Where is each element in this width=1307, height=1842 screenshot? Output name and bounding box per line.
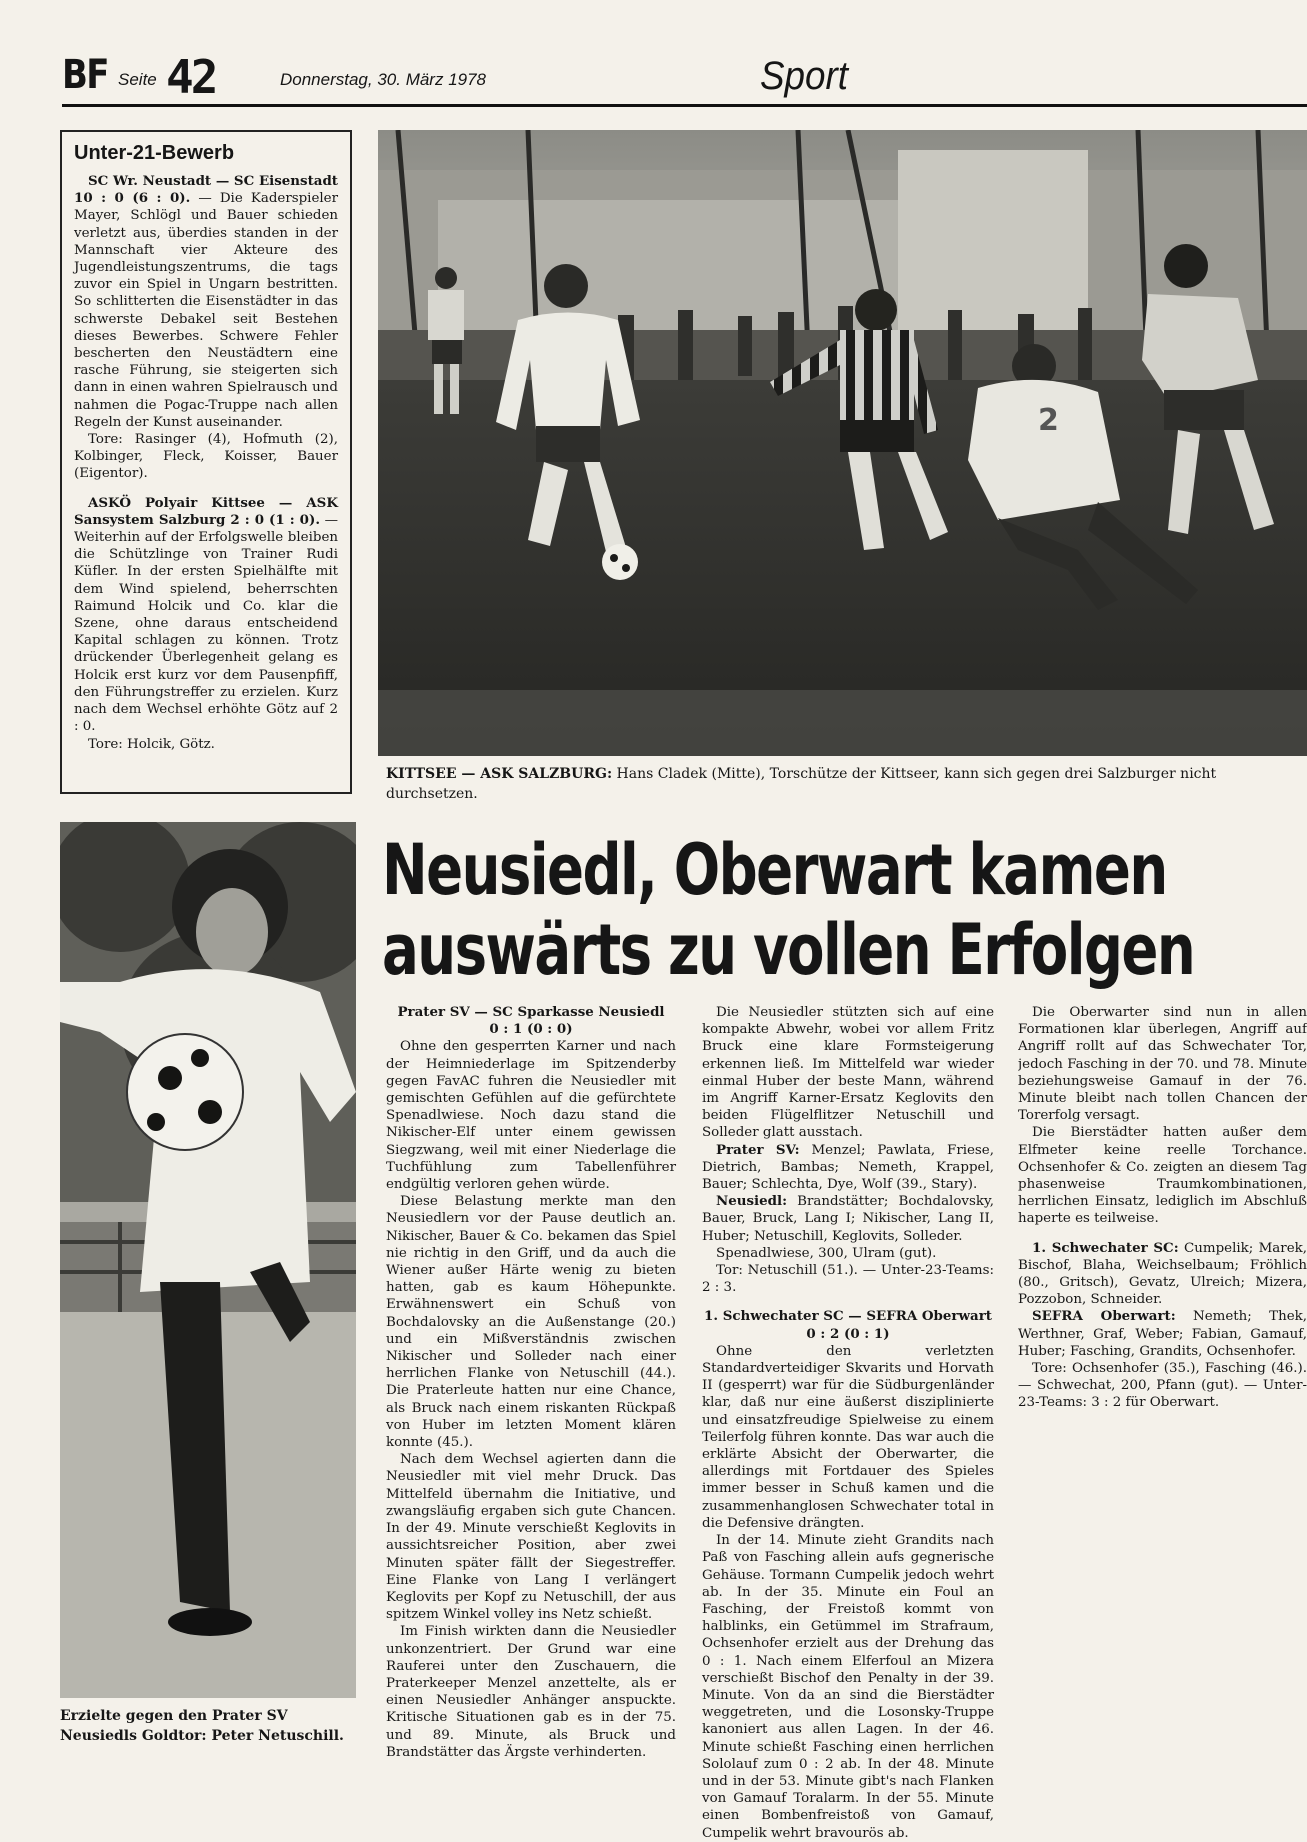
unter21-box <box>60 130 352 794</box>
lineup-players: Menzel; Pawlata, Friese, Dietrich, Bambas; Nemeth, Krappel, Bauer; Schlechta, Dye, Wolf (39., Stary). <box>702 1142 994 1193</box>
article-paragraph: Im Finish wirkten dann die Neusiedler unkonzentriert. Der Grund war eine Rauferei unter den Zuschauern, die Praterkeeper Menzel anzettelte, als er einen Neusiedler Anhänger anspuckte. Kritische Situationen gab es in der 75. und 89. Minute, als Bruck und Brandstätter das Ärgste verhinderten. <box>386 1624 676 1760</box>
lineup <box>702 1142 994 1194</box>
match-goals: Tor: Netuschill (51.). — Unter-23-Teams: 2 : 3. <box>702 1263 994 1296</box>
article-title: Prater SV — SC Sparkasse Neusiedl <box>397 1004 665 1020</box>
lineup <box>1018 1240 1307 1309</box>
box-paragraph <box>74 495 338 736</box>
lineup-team: Prater SV: <box>716 1141 800 1158</box>
match-photo <box>378 130 1307 756</box>
box-paragraph <box>74 173 338 431</box>
article-paragraph: Ohne den verletzten Standardverteidiger Skvarits und Horvath II (gesperrt) war für die Südburgenländer klar, daß nur eine äußerst disziplinierte und einsatzfreudige Spielweise zu einem Teilerfolg führen konnte. Das war auch die erklärte Absicht der Oberwarter, die allerdings mit Fortdauer des Spieles immer besser in Schuß kamen und die zusammenhanglosen Schwechater total in die Defensive drängten. <box>702 1343 994 1531</box>
player-photo-image <box>60 822 356 1698</box>
header-rule <box>62 104 1307 107</box>
match-photo-caption <box>386 764 1307 804</box>
article-score: 0 : 1 (0 : 0) <box>489 1021 573 1038</box>
article-column-3 <box>1018 1004 1307 1724</box>
lineup-players: Brandstätter; Bochdalovsky, Bauer, Bruck, Lang I; Nikischer, Lang II, Huber; Netuschill, Keglovits, Solleder. <box>702 1194 994 1244</box>
box-title: Unter-21-Bewerb <box>74 142 235 164</box>
player-photo-caption: Erzielte gegen den Prater SV Neusiedls Goldtor: Peter Netuschill. <box>60 1708 344 1744</box>
article-paragraph: In der 14. Minute zieht Grandits nach Paß von Fasching allein aufs gegnerische Gehäuse. Tormann Cumpelik jedoch wehrt ab. In der 35. Minute ein Foul an Fasching, der Freistoß kommt von halblinks, ein Getümmel im Strafraum, Ochsenhofer erzielt aus der Drehung das 0 : 1. Nach einem Elferfoul an Mizera verschießt Bischof den Penalty in der 39. Minute. Von da an sind die Bierstädter weggetreten, und die Losonsky-Truppe kanoniert aus allen Lagen. In der 46. Minute schießt Fasching einen herrlichen Sololauf zum 0 : 2 ab. In der 48. Minute und in der 53. Minute gibt's nach Flanken von Gamauf Toralarm. In der 55. Minute einen Bombenfreistoß von Gamauf, Cumpelik wehrt bravourös ab. <box>702 1533 994 1841</box>
article-paragraph: Diese Belastung merkte man den Neusiedlern vor der Pause deutlich an. Nikischer, Bauer & Co. bekamen das Spiel nie richtig in den Griff, und da auch die Wiener außer Härte wenig zu bieten hatten, gab es kaum Höhepunkte. Erwähnenswert ein Schuß von Bochdalovsky an die Außenstange (20.) und ein Mißverständnis zwischen Nikischer und Solleder nach einer herrlichen Flanke von Netuschill (44.). Die Praterleute hatten nur eine Chance, als Bruck nach einem riskanten Rückpaß von Huber im letzten Moment klären konnte (45.). <box>386 1194 676 1451</box>
page-number: 42 <box>166 50 216 104</box>
svg-text:2: 2 <box>1038 403 1059 438</box>
headline-line1: Neusiedl, Oberwart kamen <box>382 830 1167 911</box>
match-report: — Weiterhin auf der Erfolgswelle bleiben die Schützlinge von Trainer Rudi Küfler. In der ersten Spielhälfte mit dem Wind spielend, beherrschten Raimund Holcik und Co. klar die Szene, ohne daraus entscheidend Kapital schlagen zu können. Trotz drückender Überlegenheit gelang es Holcik erst kurz vor dem Pausenpfiff, den Führungstreffer zu erzielen. Kurz nach dem Wechsel erhöhte Götz auf 2 : 0. <box>74 512 338 735</box>
match-photo-image <box>378 130 1307 756</box>
match-stadium: Spenadlwiese, 300, Ulram (gut). <box>716 1245 937 1261</box>
match-heading: ASKÖ Polyair Kittsee — ASK Sansystem Salzburg 2 : 0 (1 : 0). <box>74 494 338 528</box>
article-title: 1. Schwechater SC — SEFRA Oberwart 0 : 2 (0 : 1) <box>704 1308 992 1342</box>
article-column-2 <box>702 1004 994 1842</box>
lineup <box>702 1193 994 1245</box>
article-paragraph: Ohne den gesperrten Karner und nach der Heimniederlage im Spitzenderby gegen FavAC fuhren die Neusiedler mit gemischten Gefühlen auf die gefürchtete Spenadlwiese. Noch dazu stand die Nikischer-Elf unter einem gewissen Siegzwang, weil mit einer Niederlage die Tuchfühlung zum Tabellenführer endgültig verloren gehen würde. <box>386 1039 676 1193</box>
paper-logo: BF <box>62 52 108 98</box>
caption-head: KITTSEE — ASK SALZBURG: <box>386 766 613 782</box>
headline-line2: auswärts zu vollen Erfolgen <box>382 909 1195 991</box>
article-paragraph: Die Oberwarter sind nun in allen Formationen klar überlegen, Angriff auf Angriff rollt auf das Schwechater Tor, jedoch Fasching in der 70. und 78. Minute beziehungsweise Gamauf in der 76. Minute bleibt nach tollen Chancen der Torerfolg versagt. <box>1018 1005 1307 1124</box>
page-label: Seite <box>118 70 157 89</box>
issue-date: Donnerstag, 30. März 1978 <box>280 70 487 89</box>
caption-body: Hans Cladek (Mitte), Torschütze der Kittseer, kann sich gegen drei Salzburger nicht durchsetzen. <box>386 766 1217 802</box>
match-report: — Die Kaderspieler Mayer, Schlögl und Bauer schieden verletzt aus, überdies standen in der Mannschaft vier Akteure des Jugendleistungszentrums, die tags zuvor ein Spiel in Ungarn bestritten. So schlitterten die Eisenstädter in das schwerste Debakel seit Bestehen dieses Bewerbes. Schwere Fehler bescherten den Neustädtern eine rasche Führung, sie steigerten sich dann in einen wahren Spielrausch und nahmen die Pogac-Truppe nach allen Regeln der Kunst auseinander. <box>74 191 338 430</box>
lineup-team: SEFRA Oberwart: <box>1032 1308 1176 1325</box>
lineup-players: Cumpelik; Marek, Bischof, Blaha, Weichselbaum; Fröhlich (80., Gritsch), Gevatz, Ulreich; Mizera, Pozzobon, Schneider. <box>1018 1240 1307 1308</box>
box-goals: Tore: Rasinger (4), Hofmuth (2), Kolbinger, Fleck, Koisser, Bauer (Eigentor). <box>74 432 338 482</box>
article-column-1 <box>386 1004 676 1761</box>
section-title: Sport <box>760 54 848 98</box>
article-paragraph: Die Neusiedler stützten sich auf eine kompakte Abwehr, wobei vor allem Fritz Bruck eine klare Formsteigerung erkennen ließ. Im Mittelfeld war wieder einmal Huber der beste Mann, während im Angriff Karner-Ersatz Keglovits den beiden Flügelflitzer Netuschill und Solleder glatt ausstach. <box>702 1005 994 1141</box>
match-heading: SC Wr. Neustadt — SC Eisenstadt 10 : 0 (6 : 0). <box>74 173 338 207</box>
player-photo <box>60 822 356 1698</box>
lineup-team: 1. Schwechater SC: <box>1032 1239 1179 1256</box>
lineup-players: Nemeth; Thek, Werthner, Graf, Weber; Fabian, Gamauf, Huber; Fasching, Grandits, Ochsenhofer. <box>1018 1309 1307 1359</box>
article-paragraph: Nach dem Wechsel agierten dann die Neusiedler mit viel mehr Druck. Das Mittelfeld übernahm die Initiative, und zwangsläufig ergaben sich gute Chancen. In der 49. Minute verschießt Keglovits in aussichtsreicher Position, aber zwei Minuten später fällt der Siegestreffer. Eine Flanke von Lang I verlängert Keglovits per Kopf zu Netuschill, der aus spitzem Winkel volley ins Netz schießt. <box>386 1452 676 1623</box>
article-paragraph: Die Bierstädter hatten außer dem Elfmeter keine reelle Torchance. Ochsenhofer & Co. zeigten an diesem Tag phasenweise Traumkombinationen, herrlichen Einsatz, lediglich im Abschluß haperte es teilweise. <box>1018 1125 1307 1227</box>
lineup-team: Neusiedl: <box>716 1193 788 1210</box>
match-goals: Tore: Ochsenhofer (35.), Fasching (46.). — Schwechat, 200, Pfann (gut). — Unter-23-Teams: 3 : 2 für Oberwart. <box>1018 1361 1307 1411</box>
lineup <box>1018 1308 1307 1360</box>
page-header <box>62 52 1307 104</box>
box-goals: Tore: Holcik, Götz. <box>88 736 215 752</box>
main-headline <box>382 830 1307 998</box>
